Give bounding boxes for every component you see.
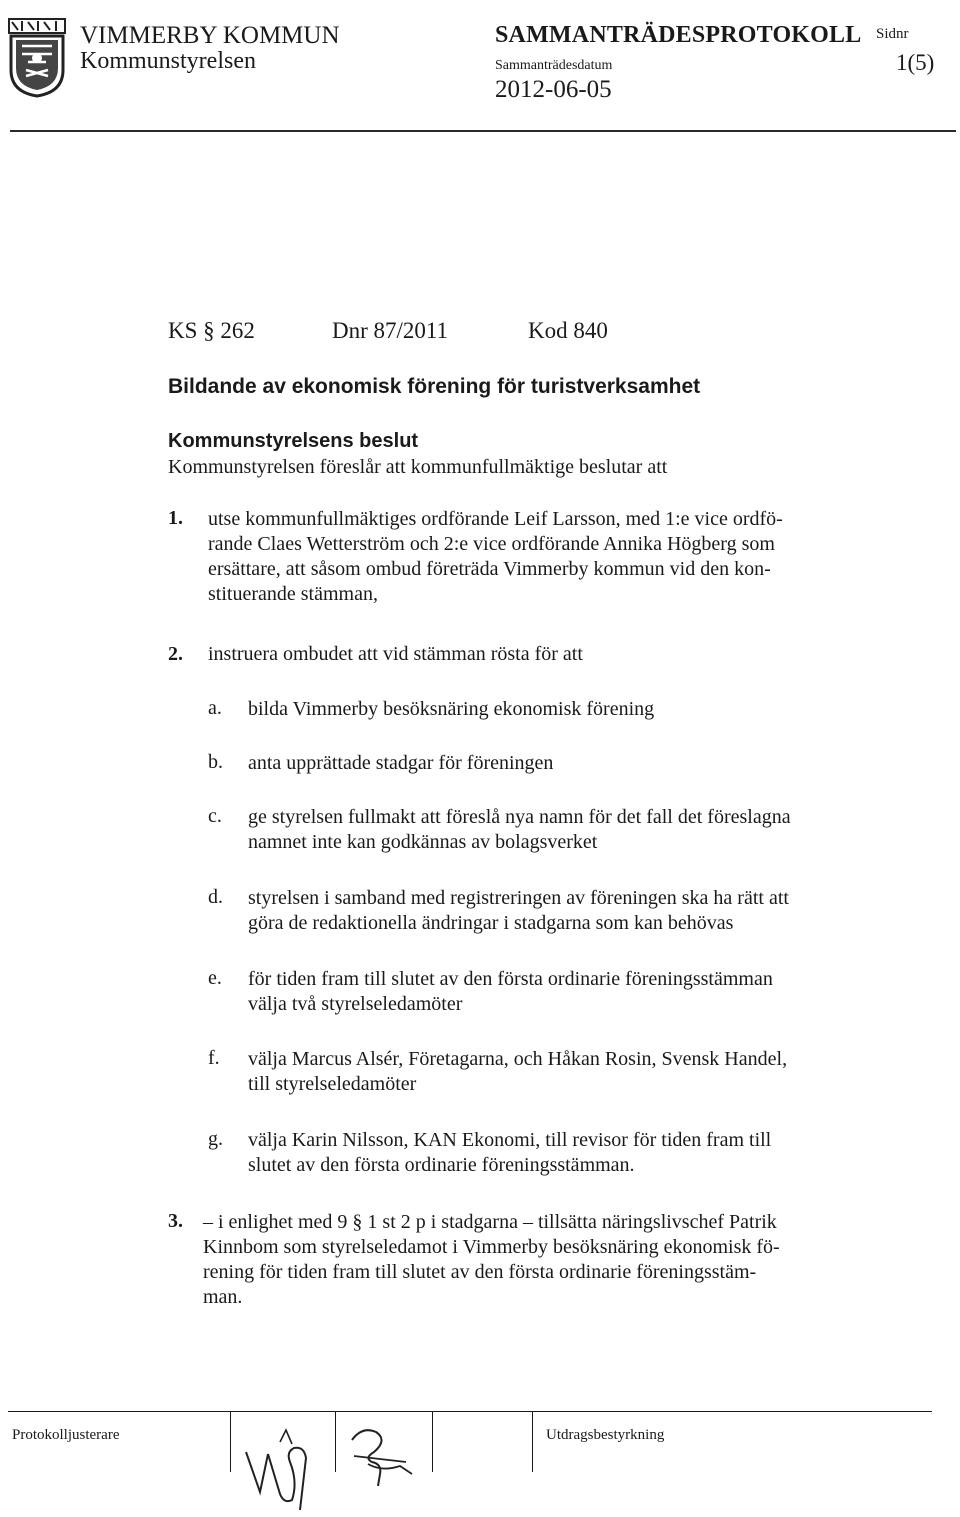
subitem-a-text: [248, 697, 654, 722]
subitem-g-letter: g.: [208, 1128, 223, 1150]
case-dnr: Dnr 87/2011: [332, 318, 449, 343]
header-divider: [10, 130, 956, 132]
page-label: Sidnr: [876, 26, 909, 42]
decision-heading: Kommunstyrelsens beslut: [168, 430, 419, 452]
item-3-text: [203, 1210, 780, 1310]
subitem-e-letter: e.: [208, 967, 222, 989]
footer-divider: [8, 1411, 932, 1412]
subitem-line: styrelsen i samband med registreringen av föreningen ska ha rätt att: [248, 887, 789, 909]
page-number: 1(5): [896, 50, 935, 75]
item-1-line: stituerande stämman,: [208, 583, 378, 605]
subitem-line: välja två styrelseledamöter: [248, 993, 463, 1015]
item-1-line: rande Claes Wetterström och 2:e vice ordförande Annika Högberg som: [208, 533, 775, 555]
signature-box-divider: [532, 1412, 533, 1472]
item-1-line: ersättare, att såsom ombud företräda Vimmerby kommun vid den kon-: [208, 558, 771, 580]
subitem-a-letter: a.: [208, 697, 222, 719]
item-3-line: Kinnbom som styrelseledamot i Vimmerby besöksnäring ekonomisk fö-: [203, 1236, 780, 1258]
subitem-line: göra de redaktionella ändringar i stadgarna som kan behövas: [248, 912, 734, 934]
signature-box-divider: [432, 1412, 433, 1472]
coat-of-arms-icon: [8, 18, 66, 98]
item-2-text: instruera ombudet att vid stämman rösta för att: [208, 643, 583, 665]
page-title: Bildande av ekonomisk förening för turistverksamhet: [168, 375, 701, 398]
subitem-b-text: [248, 751, 553, 776]
meeting-date-label: Sammanträdesdatum: [495, 58, 613, 73]
subitem-line: namnet inte kan godkännas av bolagsverket: [248, 831, 598, 853]
org-name: VIMMERBY KOMMUN: [80, 22, 340, 49]
subitem-line: välja Marcus Alsér, Företagarna, och Håkan Rosin, Svensk Handel,: [248, 1048, 788, 1070]
subitem-g-text: [248, 1128, 771, 1178]
subitem-d-text: [248, 886, 789, 936]
subitem-line: slutet av den första ordinarie föreningsstämman.: [248, 1154, 635, 1176]
document-type: SAMMANTRÄDESPROTOKOLL: [495, 22, 862, 48]
signature-2: [342, 1412, 432, 1497]
item-1-text: [208, 507, 783, 607]
case-kod: Kod 840: [528, 318, 608, 343]
subitem-line: till styrelseledamöter: [248, 1073, 417, 1095]
item-3-line: – i enlighet med 9 § 1 st 2 p i stadgarna – tillsätta näringslivschef Patrik: [203, 1211, 777, 1233]
item-1-line: utse kommunfullmäktiges ordförande Leif Larsson, med 1:e vice ordfö-: [208, 508, 783, 530]
subitem-f-letter: f.: [208, 1047, 220, 1069]
case-reference: KS § 262: [168, 318, 255, 343]
meeting-date: 2012-06-05: [495, 76, 612, 103]
subitem-line: ge styrelsen fullmakt att föreslå nya namn för det fall det föreslagna: [248, 806, 791, 828]
body-name: Kommunstyrelsen: [80, 48, 256, 74]
signature-box-divider: [335, 1412, 336, 1472]
subitem-line: bilda Vimmerby besöksnäring ekonomisk förening: [248, 698, 655, 720]
item-2-number: 2.: [168, 643, 183, 665]
subitem-line: för tiden fram till slutet av den första ordinarie föreningsstämman: [248, 968, 773, 990]
subitem-d-letter: d.: [208, 886, 223, 908]
subitem-line: välja Karin Nilsson, KAN Ekonomi, till revisor för tiden fram till: [248, 1129, 772, 1151]
item-3-number: 3.: [168, 1210, 183, 1232]
subitem-e-text: [248, 967, 773, 1017]
signature-1: [240, 1412, 330, 1517]
subitem-b-letter: b.: [208, 751, 223, 773]
subitem-c-text: [248, 805, 791, 855]
item-1-number: 1.: [168, 507, 183, 529]
subitem-line: anta upprättade stadgar för föreningen: [248, 752, 554, 774]
decision-intro: Kommunstyrelsen föreslår att kommunfullmäktige beslutar att: [168, 456, 668, 478]
subitem-f-text: [248, 1047, 787, 1097]
item-3-line: rening för tiden fram till slutet av den första ordinarie föreningsstäm-: [203, 1261, 757, 1283]
subitem-c-letter: c.: [208, 805, 222, 827]
footer-right-label: Utdragsbestyrkning: [546, 1427, 665, 1443]
signature-box-divider: [230, 1412, 231, 1472]
item-3-line: man.: [203, 1286, 243, 1308]
footer-left-label: Protokolljusterare: [12, 1427, 120, 1443]
